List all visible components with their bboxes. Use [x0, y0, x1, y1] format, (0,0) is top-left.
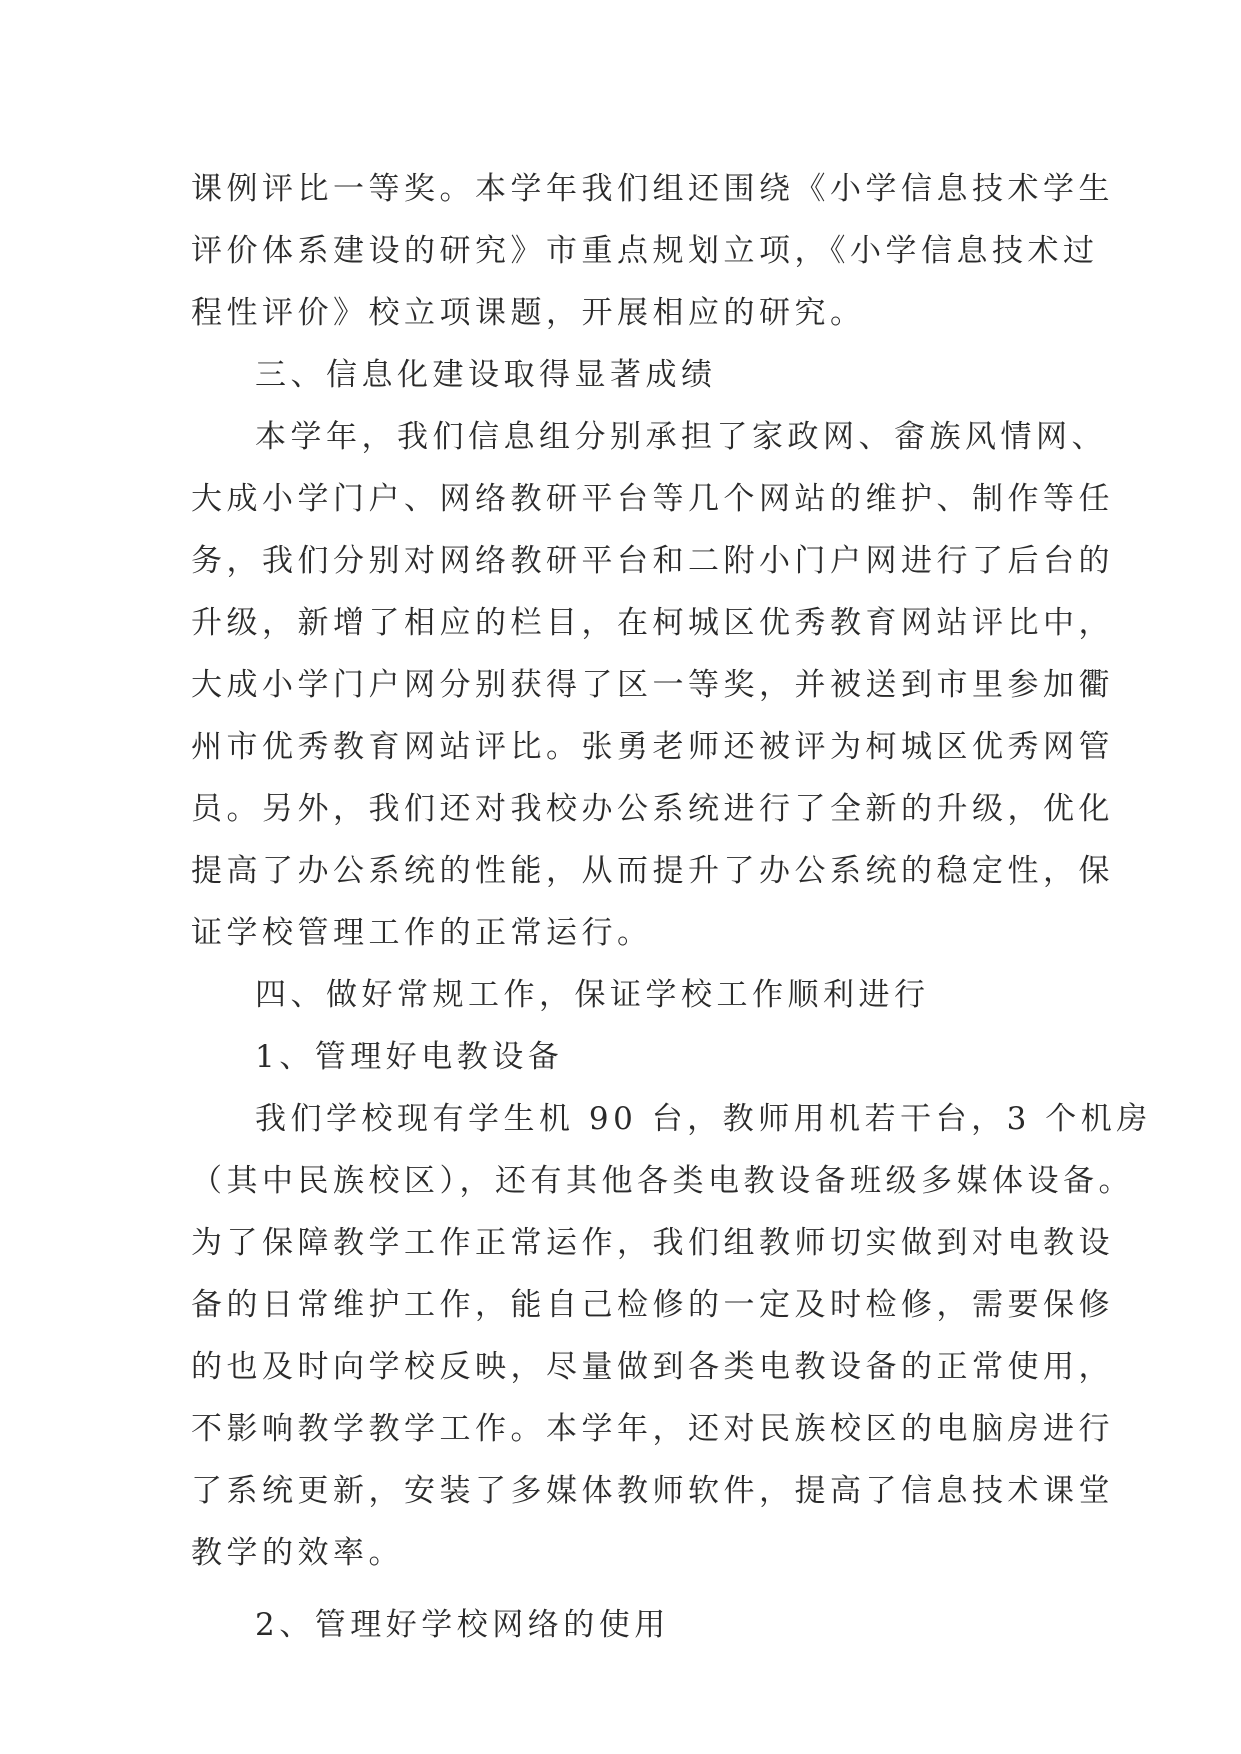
text-line: 员。另外，我们还对我校办公系统进行了全新的升级，优化 — [191, 791, 1114, 827]
text-line: 备的日常维护工作，能自己检修的一定及时检修，需要保修 — [191, 1287, 1114, 1323]
text-line: 为了保障教学工作正常运作，我们组教师切实做到对电教设 — [191, 1225, 1114, 1261]
paragraph-start-line: 本学年，我们信息组分别承担了家政网、畲族风情网、 — [255, 419, 1107, 455]
text-line: 不影响教学教学工作。本学年，还对民族校区的电脑房进行 — [191, 1411, 1114, 1447]
text-line: 的也及时向学校反映，尽量做到各类电教设备的正常使用， — [191, 1349, 1114, 1385]
text-line: 州市优秀教育网站评比。张勇老师还被评为柯城区优秀网管 — [191, 729, 1114, 765]
text-line: 课例评比一等奖。本学年我们组还围绕《小学信息技术学生 — [191, 171, 1114, 207]
text-line: （其中民族校区），还有其他各类电教设备班级多媒体设备。 — [191, 1163, 1134, 1199]
text-line: 升级，新增了相应的栏目，在柯城区优秀教育网站评比中， — [191, 605, 1114, 641]
text-line: 评价体系建设的研究》市重点规划立项，《小学信息技术过 — [191, 233, 1099, 269]
section-heading-4: 四、做好常规工作，保证学校工作顺利进行 — [255, 977, 930, 1013]
text-line: 大成小学门户、网络教研平台等几个网站的维护、制作等任 — [191, 481, 1114, 517]
paragraph-start-line: 我们学校现有学生机 90 台，教师用机若干台，3 个机房 — [255, 1101, 1152, 1137]
text-line: 了系统更新，安装了多媒体教师软件，提高了信息技术课堂 — [191, 1473, 1114, 1509]
text-line: 大成小学门户网分别获得了区一等奖，并被送到市里参加衢 — [191, 667, 1114, 703]
text-line: 证学校管理工作的正常运行。 — [191, 915, 653, 951]
document-body — [191, 158, 1152, 1656]
subsection-heading-2: 2、管理好学校网络的使用 — [255, 1607, 670, 1643]
text-line: 程性评价》校立项课题，开展相应的研究。 — [191, 295, 866, 331]
text-line: 提高了办公系统的性能，从而提升了办公系统的稳定性，保 — [191, 853, 1114, 889]
text-line: 务，我们分别对网络教研平台和二附小门户网进行了后台的 — [191, 543, 1114, 579]
subsection-heading-1: 1、管理好电教设备 — [255, 1039, 564, 1075]
section-heading-3: 三、信息化建设取得显著成绩 — [255, 357, 717, 393]
text-line: 教学的效率。 — [191, 1535, 404, 1571]
